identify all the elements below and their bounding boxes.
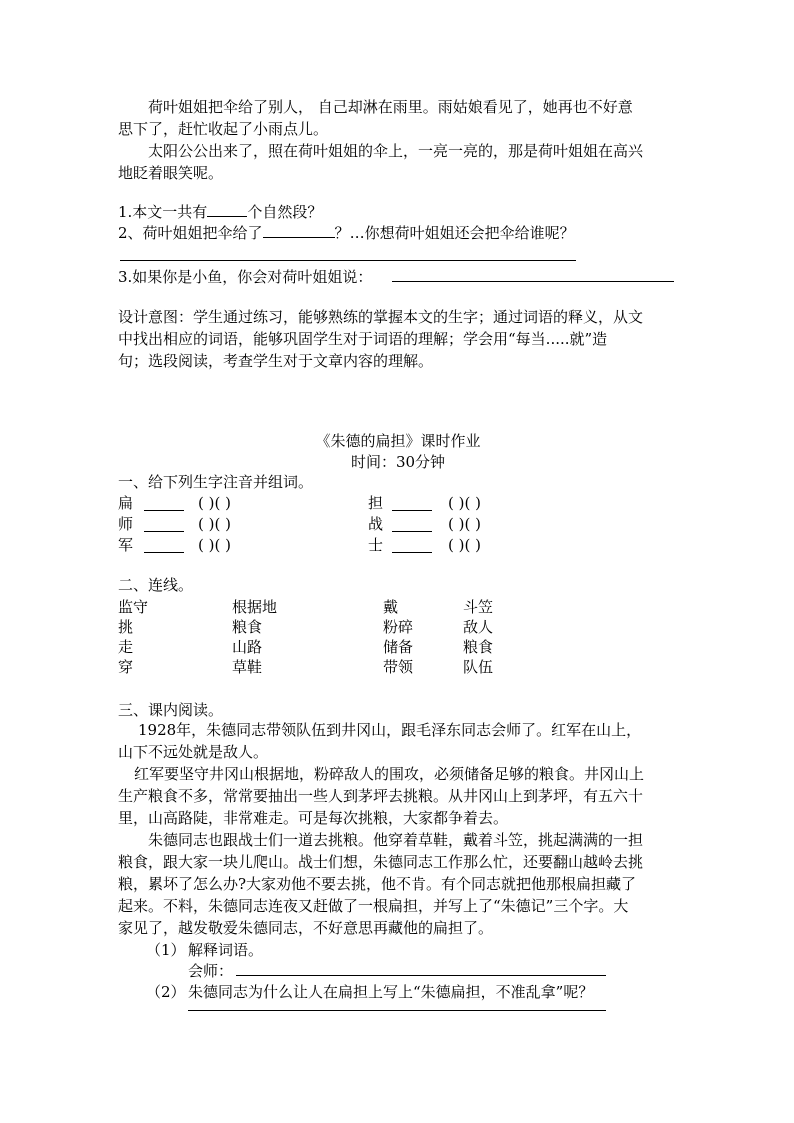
passage-line: 太阳公公出来了，照在荷叶姐姐的伞上，一亮一亮的，那是荷叶姐姐在高兴 (148, 142, 644, 160)
match-word[interactable]: 粮食 (232, 618, 263, 636)
match-word[interactable]: 挑 (118, 618, 134, 636)
question-number: （1） (146, 941, 186, 959)
define-word (188, 960, 233, 982)
match-word[interactable]: 山路 (232, 638, 263, 656)
reading-line: 生产粮食不多，常常要抽出一些人到茅坪去挑粮。从井冈山上到茅坪，有五六十 (118, 787, 644, 805)
section-2-heading: 二、连线。 (118, 576, 194, 594)
reading-line: 粮，累坏了怎么办?大家劝他不要去挑，他不肯。有个同志就把他那根扁担藏了 (118, 875, 637, 893)
design-intent-line: 中找出相应的词语，能够巩固学生对于词语的理解；学会用“每当.....就”造 (118, 330, 608, 348)
match-word[interactable]: 走 (118, 638, 134, 656)
pinyin-blank[interactable] (144, 517, 184, 532)
section-3-heading: 三、课内阅读。 (118, 701, 224, 719)
question-number: （2） (146, 983, 186, 1001)
question-text: 解释词语。 (188, 941, 264, 959)
word-parens[interactable]: ( )( ) (448, 536, 481, 554)
answer-blank[interactable] (263, 223, 335, 238)
answer-line[interactable] (120, 260, 576, 261)
match-word[interactable]: 监守 (118, 598, 149, 616)
reading-line: 朱德同志也跟战士们一道去挑粮。他穿着草鞋，戴着斗笠，挑起满满的一担 (148, 831, 644, 849)
question-1-prefix: 1.本文一共有 (118, 203, 208, 221)
reading-line: 里，山高路陡，非常难走。可是每次挑粮，大家都争着去。 (118, 809, 509, 827)
reading-line: 1928年，朱德同志带领队伍到井冈山，跟毛泽东同志会师了。红军在山上， (138, 721, 642, 739)
char-cell: 扁 (118, 494, 134, 512)
passage-line: 荷叶姐姐把伞给了别人， 自己却淋在雨里。雨姑娘看见了，她再也不好意 (148, 98, 633, 116)
match-word[interactable]: 根据地 (232, 598, 278, 616)
answer-line[interactable] (392, 281, 674, 282)
homework-title: 《朱德的扁担》课时作业 (315, 432, 481, 450)
question-2-suffix: …你想荷叶姐姐还会把伞给谁呢？ (349, 224, 575, 242)
question-2-mark: ？ (334, 224, 350, 242)
match-word[interactable]: 粮食 (463, 638, 494, 656)
answer-line[interactable] (236, 975, 606, 976)
pinyin-blank[interactable] (392, 538, 432, 553)
word-parens[interactable]: ( )( ) (448, 494, 481, 512)
char-cell: 军 (118, 536, 134, 554)
question-2 (118, 222, 678, 244)
pinyin-blank[interactable] (144, 496, 184, 511)
reading-line: 山下不远处就是敌人。 (118, 743, 269, 761)
char-cell: 担 (368, 494, 384, 512)
answer-line[interactable] (188, 1010, 606, 1011)
define-word-label: 会师： (188, 962, 234, 980)
pinyin-blank[interactable] (392, 517, 432, 532)
match-word[interactable]: 穿 (118, 658, 134, 676)
design-intent-line: 设计意图：学生通过练习，能够熟练的掌握本文的生字；通过词语的释义，从文 (118, 308, 644, 326)
homework-time: 时间：30分钟 (350, 453, 446, 471)
match-word[interactable]: 敌人 (463, 618, 494, 636)
pinyin-blank[interactable] (392, 496, 432, 511)
question-3 (118, 266, 678, 288)
answer-blank[interactable] (207, 202, 247, 217)
passage-line: 思下了，赶忙收起了小雨点儿。 (118, 120, 329, 138)
pinyin-blank[interactable] (144, 538, 184, 553)
word-parens[interactable]: ( )( ) (198, 515, 231, 533)
match-word[interactable]: 队伍 (463, 658, 494, 676)
match-word[interactable]: 储备 (383, 638, 414, 656)
char-cell: 士 (368, 536, 384, 554)
reading-line: 粮食，跟大家一块儿爬山。战士们想，朱德同志工作那么忙，还要翻山越岭去挑 (118, 853, 644, 871)
question-1-suffix: 个自然段？ (247, 203, 323, 221)
question-1 (118, 201, 678, 223)
match-word[interactable]: 斗笠 (463, 598, 494, 616)
match-word[interactable]: 戴 (383, 598, 399, 616)
word-parens[interactable]: ( )( ) (198, 494, 231, 512)
question-text: 朱德同志为什么让人在扁担上写上“朱德扁担，不准乱拿”呢？ (188, 983, 594, 1001)
match-word[interactable]: 草鞋 (232, 658, 263, 676)
char-cell: 师 (118, 515, 134, 533)
reading-line: 红军要坚守井冈山根据地，粉碎敌人的围攻，必须储备足够的粮食。井冈山上 (134, 765, 645, 783)
reading-question-1 (146, 939, 264, 961)
question-3-text: 3.如果你是小鱼，你会对荷叶姐姐说： (118, 268, 373, 286)
char-cell: 战 (368, 515, 384, 533)
passage-line: 地眨着眼笑呢。 (118, 164, 224, 182)
reading-line: 家见了，越发敬爱朱德同志，不好意思再藏他的扁担了。 (118, 919, 494, 937)
reading-line: 起来。不料，朱德同志连夜又赶做了一根扁担，并写上了“朱德记”三个字。大 (118, 897, 629, 915)
match-word[interactable]: 粉碎 (383, 618, 414, 636)
section-1-heading: 一、给下列生字注音并组词。 (118, 473, 314, 491)
reading-question-2 (146, 981, 594, 1003)
word-parens[interactable]: ( )( ) (198, 536, 231, 554)
word-parens[interactable]: ( )( ) (448, 515, 481, 533)
design-intent-line: 句；选段阅读，考查学生对于文章内容的理解。 (118, 352, 434, 370)
question-2-prefix: 2、荷叶姐姐把伞给了 (118, 224, 263, 242)
match-word[interactable]: 带领 (383, 658, 414, 676)
